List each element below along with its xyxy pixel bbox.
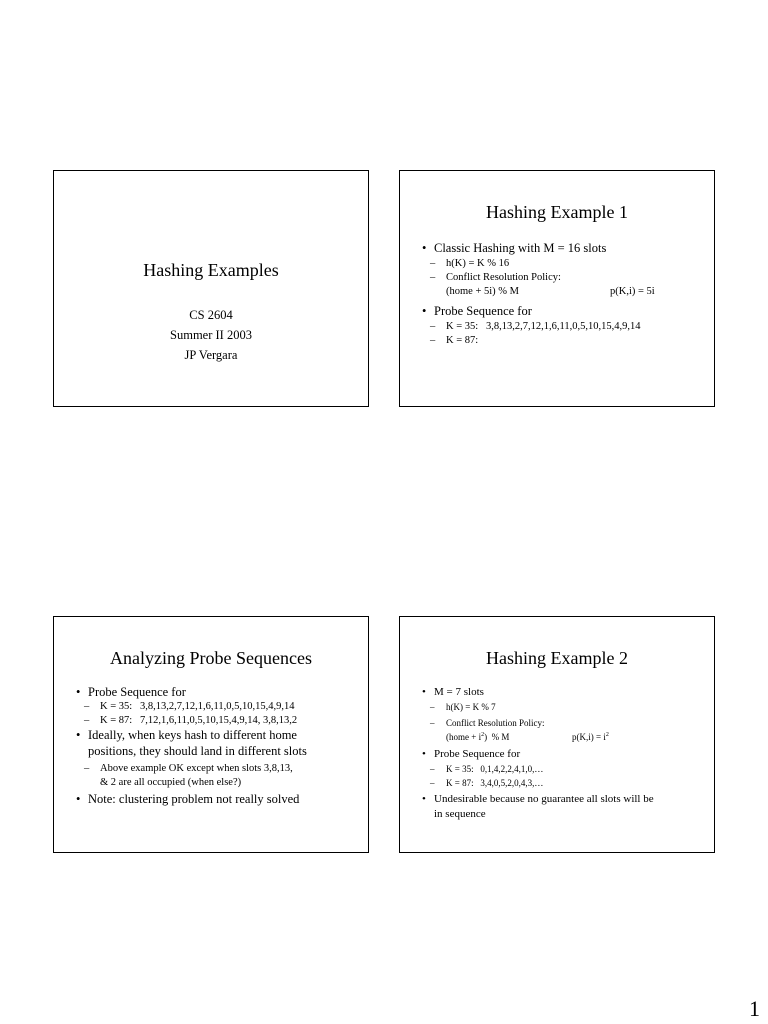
sub-bullet-item <box>84 762 368 789</box>
bullet-text: M = 7 slots <box>434 686 484 698</box>
formula-superscript: 2 <box>481 732 485 738</box>
probe-superscript: 2 <box>605 732 609 738</box>
dash-icon: – <box>430 321 436 332</box>
page-number: 1 <box>749 996 760 1021</box>
slide-title: Hashing Examples <box>143 260 279 280</box>
sub-bullet-text: h(K) = K % 7 <box>446 702 496 712</box>
bullet-item <box>422 792 714 822</box>
bullet-item <box>422 239 714 257</box>
slide-title-hashing-examples <box>53 170 369 407</box>
sub-bullet-item <box>430 717 714 729</box>
dash-icon: – <box>84 701 90 712</box>
bullet-text: Note: clustering problem not really solved <box>88 792 300 806</box>
sub-bullet-item <box>430 762 714 776</box>
sub-bullet-text: h(K) = K % 16 <box>446 258 510 269</box>
sub-bullet-text: K = 87: 3,4,0,5,2,0,4,3,… <box>446 778 544 788</box>
bullet-text-line: positions, they should land in different slots <box>88 744 307 758</box>
sub-bullet-item <box>430 271 714 285</box>
sub-bullet-item <box>430 257 714 271</box>
bullet-icon: • <box>76 685 81 699</box>
sub-bullet-item <box>430 700 714 714</box>
sub-bullet-text: Conflict Resolution Policy: <box>446 718 545 728</box>
bullet-icon: • <box>422 793 426 805</box>
bullet-icon: • <box>422 241 427 255</box>
sub-bullet-continuation <box>430 729 714 743</box>
sub-bullet-item <box>84 700 368 714</box>
bullet-text: Probe Sequence for <box>88 685 186 699</box>
slide-title: Hashing Example 2 <box>486 648 628 668</box>
sub-bullet-item <box>84 714 368 728</box>
sub-bullet-continuation <box>430 285 714 299</box>
dash-icon: – <box>430 335 436 346</box>
bullet-item <box>422 302 714 320</box>
dash-icon: – <box>430 272 436 283</box>
sub-bullet-text: K = 35: 0,1,4,2,2,4,1,0,… <box>446 764 544 774</box>
sub-bullet-text: K = 35: 3,8,13,2,7,12,1,6,11,0,5,10,15,4,9,14 <box>446 321 641 332</box>
bullet-text-line: Undesirable because no guarantee all slots will be <box>434 793 654 805</box>
slide-subtitle <box>54 305 368 365</box>
formula-text: (home + 5i) % M <box>446 286 519 297</box>
bullet-icon: • <box>76 728 81 742</box>
bullet-text-line: in sequence <box>434 808 486 820</box>
dash-icon: – <box>430 258 436 269</box>
bullet-text: Classic Hashing with M = 16 slots <box>434 241 607 255</box>
formula-part: (home + i <box>446 732 482 742</box>
bullet-icon: • <box>422 304 427 318</box>
slide-hashing-example-1 <box>399 170 715 407</box>
bullet-text: Probe Sequence for <box>434 304 532 318</box>
sub-bullet-text: K = 35: 3,8,13,2,7,12,1,6,11,0,5,10,15,4,9,14 <box>100 701 295 712</box>
bullet-text-line: Ideally, when keys hash to different home <box>88 728 297 742</box>
bullet-item <box>76 684 368 700</box>
slide-analyzing-probe-sequences <box>53 616 369 853</box>
slide-title: Hashing Example 1 <box>486 202 628 222</box>
sub-bullet-text: K = 87: 7,12,1,6,11,0,5,10,15,4,9,14, 3,8,13,2 <box>100 714 298 726</box>
dash-icon: – <box>430 702 435 712</box>
sub-bullet-text: K = 87: <box>446 335 479 346</box>
sub-bullet-text-line: Above example OK except when slots 3,8,13, <box>100 763 293 774</box>
sub-bullet-item <box>430 334 714 348</box>
bullet-item <box>422 747 714 762</box>
bullet-item <box>422 685 714 700</box>
bullet-icon: • <box>422 686 426 698</box>
bullet-list <box>422 685 714 822</box>
bullet-icon: • <box>422 748 426 760</box>
course-code: CS 2604 <box>189 308 233 322</box>
bullet-item <box>76 727 368 759</box>
dash-icon: – <box>430 718 435 728</box>
bullet-item <box>76 791 368 807</box>
bullet-icon: • <box>76 792 81 806</box>
formula-text <box>446 729 572 743</box>
slide-title: Analyzing Probe Sequences <box>110 648 312 668</box>
probe-function-text <box>572 732 609 742</box>
term: Summer II 2003 <box>170 328 252 342</box>
bullet-list <box>422 239 714 348</box>
dash-icon: – <box>84 763 90 774</box>
sub-bullet-item <box>430 320 714 334</box>
sub-bullet-text: Conflict Resolution Policy: <box>446 272 561 283</box>
sub-bullet-item <box>430 776 714 790</box>
bullet-text: Probe Sequence for <box>434 748 521 760</box>
sub-bullet-text-line: & 2 are all occupied (when else?) <box>100 776 242 788</box>
formula-part: ) % M <box>484 732 510 742</box>
dash-icon: – <box>430 764 435 774</box>
slide-hashing-example-2 <box>399 616 715 853</box>
dash-icon: – <box>84 714 90 726</box>
bullet-list <box>76 684 368 807</box>
dash-icon: – <box>430 778 435 788</box>
probe-function-text: p(K,i) = 5i <box>610 286 655 297</box>
author: JP Vergara <box>184 348 238 362</box>
probe-part: p(K,i) = i <box>572 732 606 742</box>
